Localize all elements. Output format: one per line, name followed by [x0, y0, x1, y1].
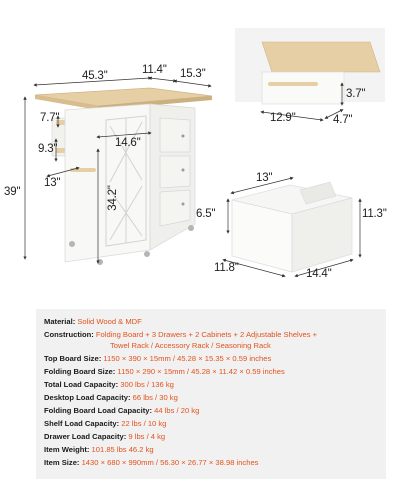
towel-rack-detail: [235, 28, 385, 120]
dim-drawer-depth: 13'': [256, 172, 273, 184]
dim-drawer-front-height: 6.5'': [196, 208, 216, 220]
spec-construction: Construction: Folding Board + 3 Drawers + 2 Cabinets + 2 Adjustable Shelves +: [44, 330, 318, 339]
dim-body-width: 15.3'': [180, 68, 206, 80]
dim-drawer-width: 14.4'': [306, 268, 332, 280]
dim-drawer-side: 11.8'': [214, 262, 239, 274]
spec-folding-board-size: Folding Board Size: 1150 × 290 × 15mm / 45.28 × 11.42 × 0.59 inches: [44, 367, 285, 376]
dim-rack-inner: 9.3'': [38, 143, 58, 155]
spec-drawer-load: Drawer Load Capacity: 9 lbs / 4 kg: [44, 432, 166, 441]
spec-top-board-size: Top Board Size: 1150 × 390 × 15mm / 45.28 × 15.35 × 0.59 inches: [44, 354, 272, 363]
spec-construction-continued: Towel Rack / Accessory Rack / Seasoning Rack: [110, 341, 271, 350]
dim-folding-width: 11.4'': [142, 64, 167, 76]
cabinet-front: [65, 104, 150, 262]
specification-panel: [36, 309, 386, 479]
dim-rack-height: 7.7'': [40, 112, 60, 124]
detail-side-panel: [262, 72, 344, 104]
dim-cabinet-height: 34.2'': [106, 185, 119, 211]
dim-total-height: 39'': [4, 186, 21, 198]
detail-top-board: [262, 42, 380, 72]
spec-item-weight: Item Weight: 101.85 lbs 46.2 kg: [44, 445, 154, 454]
spec-total-load: Total Load Capacity: 300 lbs / 136 kg: [44, 380, 174, 389]
spec-shelf-load: Shelf Load Capacity: 22 lbs / 10 kg: [44, 419, 167, 428]
spec-material: Material: Solid Wood & MDF: [44, 317, 142, 326]
towel-bar: [70, 168, 96, 172]
spec-folding-board-load: Folding Board Load Capacity: 44 lbs / 20 kg: [44, 406, 200, 415]
dim-towel-width: 12.9'': [270, 112, 296, 124]
spec-desktop-load: Desktop Load Capacity: 66 lbs / 30 kg: [44, 393, 178, 402]
detail-towel-bar: [268, 82, 318, 86]
drawer-detail: [224, 178, 360, 276]
spec-item-size: Item Size: 1430 × 680 × 990mm / 56.30 × 26.77 × 38.98 inches: [44, 458, 259, 467]
main-cabinet: [35, 88, 212, 265]
dim-towel-height: 3.7'': [346, 88, 366, 100]
dim-top-width: 45.3'': [82, 70, 108, 82]
side-drawers: [160, 118, 190, 226]
dim-rack-depth: 13'': [44, 177, 61, 189]
dim-towel-depth: 4.7'': [333, 114, 353, 126]
dim-drawer-height: 11.3'': [362, 208, 387, 220]
dim-cabinet-depth: 14.6'': [115, 137, 141, 149]
